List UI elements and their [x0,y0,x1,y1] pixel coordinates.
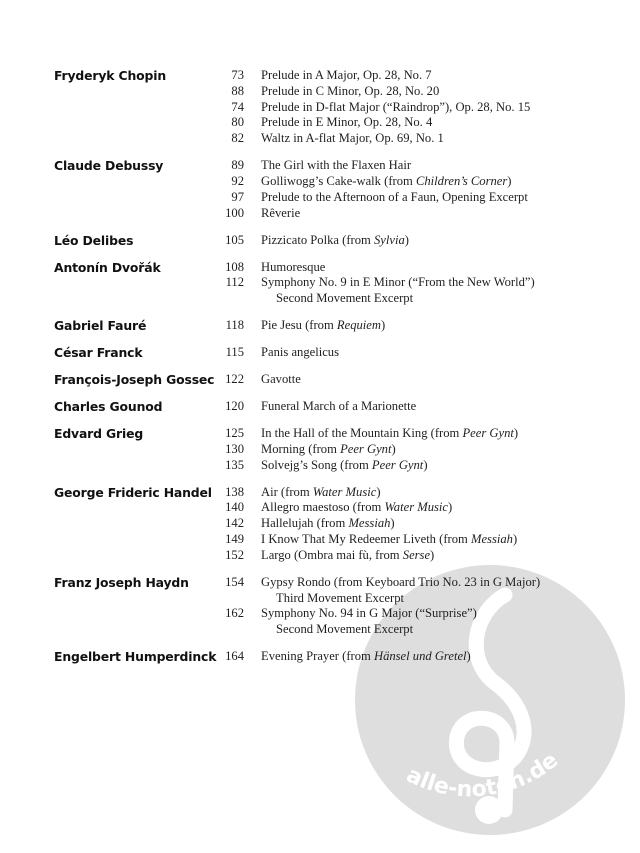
title-text: Gypsy Rondo (from Keyboard Trio No. 23 in G Major) [261,574,541,589]
page-number: 82 [231,131,244,146]
source-work: Peer Gynt [371,457,424,472]
page-number: 73 [231,68,244,82]
source-work: Hänsel und Gretel [373,649,467,664]
page-number: 88 [231,83,244,98]
page-number: 140 [225,500,244,515]
composer-name [54,131,220,147]
title-tail: ) [448,500,453,515]
piece-title [261,174,511,190]
title-text: Allegro maestoso (from [261,500,385,515]
title-tail: ) [430,547,435,562]
source-work: Messiah [470,532,513,547]
composer-name [54,190,220,206]
toc-entry [54,158,594,174]
toc-entry [54,606,594,622]
page-number: 152 [225,547,244,562]
title-tail: ) [423,457,428,472]
piece-title [261,115,432,131]
toc-entry [54,426,594,442]
composer-name: Edvard Grieg [54,426,144,442]
source-work: Sylvia [373,232,405,247]
composer-spacer [54,291,220,307]
title-text: Humoresque [261,259,326,274]
composer-name [54,548,220,564]
title-tail: ) [466,649,471,664]
composer-name [54,500,220,516]
page-number: 162 [225,606,244,621]
title-text: The Girl with the Flaxen Hair [261,158,412,173]
composer-name: César Franck [54,345,143,361]
piece-title [261,233,409,249]
source-work: Serse [402,547,431,562]
piece-title [261,458,428,474]
composer-name: François-Joseph Gossec [54,372,215,388]
toc-entry [54,485,594,501]
piece-title [261,190,528,206]
toc-entry [54,68,594,84]
page-number: 120 [225,399,244,414]
piece-title [261,500,452,516]
source-work: Peer Gynt [462,426,514,441]
page-number: 122 [225,372,244,387]
composer-group [54,158,594,221]
title-tail: ) [513,426,519,441]
page-number: 97 [231,189,244,204]
table-of-contents [54,68,594,676]
title-tail: ) [376,484,381,499]
page-number: 118 [225,318,244,333]
title-text: Prelude in E Minor, Op. 28, No. 4 [261,115,433,130]
title-text: Waltz in A-flat Major, Op. 69, No. 1 [261,131,444,146]
composer-name: Fryderyk Chopin [54,68,166,83]
toc-entry [54,275,594,291]
title-text: Air (from [261,484,313,499]
toc-entry [54,500,594,516]
page-number-spacer [220,291,244,307]
title-tail: ) [507,173,512,188]
movement-excerpt: Third Movement Excerpt [276,590,404,605]
piece-title [261,575,540,591]
piece-title [261,275,535,291]
composer-group [54,485,594,564]
composer-group [54,426,594,473]
composer-group [54,372,594,388]
page-number: 154 [225,574,244,589]
composer-name [54,442,220,458]
title-text: Panis angelicus [261,345,339,360]
title-text: Golliwogg’s Cake-walk (from [261,173,416,188]
piece-title [261,532,517,548]
piece-title [261,426,518,442]
page-number: 135 [225,457,244,472]
page-number: 130 [225,441,244,456]
composer-name [54,275,220,291]
source-work: Messiah [348,516,391,531]
composer-group [54,345,594,361]
movement-excerpt: Second Movement Excerpt [276,622,414,637]
page-number: 138 [225,484,244,499]
piece-title [261,442,396,458]
page-number: 105 [225,232,244,247]
composer-group [54,68,594,147]
piece-title [261,318,385,334]
toc-entry [54,174,594,190]
title-text: Symphony No. 94 in G Major (“Surprise”) [261,606,477,621]
movement-excerpt: Second Movement Excerpt [276,291,414,306]
title-text: Morning (from [261,441,341,456]
title-text: Prelude in D-flat Major (“Raindrop”), Op. 28, No. 15 [261,99,531,114]
composer-spacer [54,622,220,638]
composer-group [54,649,594,665]
title-tail: ) [380,318,386,333]
page-number: 74 [231,99,244,114]
page-number: 100 [225,205,244,220]
piece-title [261,372,301,388]
title-text: Largo (Ombra mai fù, from [261,547,403,562]
piece-title [261,100,530,116]
title-tail: ) [391,441,396,456]
piece-title [261,68,432,84]
toc-entry [54,532,594,548]
source-work: Requiem [336,318,381,333]
toc-entry [54,548,594,564]
title-text: Prelude in C Minor, Op. 28, No. 20 [261,83,440,98]
toc-entry [54,458,594,474]
toc-entry [54,100,594,116]
composer-name [54,606,220,622]
page-number: 112 [225,275,244,290]
composer-group [54,575,594,638]
title-tail: ) [404,232,409,247]
piece-title [261,206,300,222]
toc-entry-continuation [54,291,594,307]
toc-entry [54,260,594,276]
page-number: 149 [225,532,244,547]
composer-name [54,115,220,131]
toc-entry [54,575,594,591]
title-text: Pizzicato Polka (from [261,232,374,247]
toc-entry [54,84,594,100]
piece-title [261,606,477,622]
page-number: 142 [225,516,244,531]
toc-entry [54,233,594,249]
title-tail: ) [390,516,395,531]
page-number: 115 [225,345,244,360]
composer-group [54,399,594,415]
page-number: 108 [225,259,244,274]
page-number-spacer [220,622,244,638]
piece-title [261,131,444,147]
title-text: Symphony No. 9 in E Minor (“From the New World”) [261,275,535,290]
toc-entry [54,115,594,131]
title-text: Gavotte [261,372,301,387]
piece-title [261,649,471,665]
piece-title [261,158,411,174]
toc-entry-continuation [54,622,594,638]
page-number: 80 [231,115,244,130]
page-number-spacer [220,591,244,607]
toc-entry [54,516,594,532]
composer-group [54,260,594,307]
composer-name [54,84,220,100]
piece-title [261,260,325,276]
composer-name [54,206,220,222]
piece-title [261,399,416,415]
title-text: Funeral March of a Marionette [261,399,417,414]
title-text: Rêverie [261,205,301,220]
toc-entry-continuation [54,591,594,607]
composer-group [54,233,594,249]
title-text: Solvejg’s Song (from [261,457,372,472]
page-number: 125 [225,426,244,441]
title-tail: ) [512,532,518,547]
composer-name: Antonín Dvořák [54,259,161,275]
page-number: 89 [231,158,244,173]
title-text: I Know That My Redeemer Liveth (from [261,532,471,547]
title-text: Pie Jesu (from [261,318,337,333]
composer-name [54,174,220,190]
title-text: Prelude in A Major, Op. 28, No. 7 [261,68,432,82]
composer-name [54,458,220,474]
piece-title [261,84,439,100]
piece-title [261,548,434,564]
piece-title [261,485,381,501]
source-work: Children’s Corner [415,173,508,188]
toc-entry [54,372,594,388]
composer-name [54,100,220,116]
title-text: In the Hall of the Mountain King (from [261,426,463,441]
piece-title [261,516,395,532]
toc-entry [54,399,594,415]
toc-entry [54,206,594,222]
title-text: Evening Prayer (from [261,649,374,664]
source-work: Water Music [384,500,449,515]
page-number: 92 [231,173,244,188]
composer-name: George Frideric Handel [54,484,212,500]
toc-entry [54,131,594,147]
toc-entry [54,318,594,334]
composer-name [54,516,220,532]
composer-name: Engelbert Humperdinck [54,649,217,665]
source-work: Peer Gynt [340,441,392,456]
composer-name: Claude Debussy [54,158,164,174]
composer-name: Charles Gounod [54,399,163,415]
watermark-text: alle-noten.de [402,747,563,803]
composer-name: Gabriel Fauré [54,318,147,334]
source-work: Water Music [312,484,377,499]
toc-entry [54,442,594,458]
composer-name [54,532,220,548]
title-text: Prelude to the Afternoon of a Faun, Opening Excerpt [261,189,528,204]
toc-entry [54,345,594,361]
toc-entry [54,649,594,665]
composer-name: Léo Delibes [54,232,134,248]
piece-title [261,345,339,361]
toc-entry [54,190,594,206]
composer-spacer [54,591,220,607]
title-text: Hallelujah (from [261,516,349,531]
composer-name: Franz Joseph Haydn [54,574,189,590]
page-number: 164 [225,649,244,664]
composer-group [54,318,594,334]
